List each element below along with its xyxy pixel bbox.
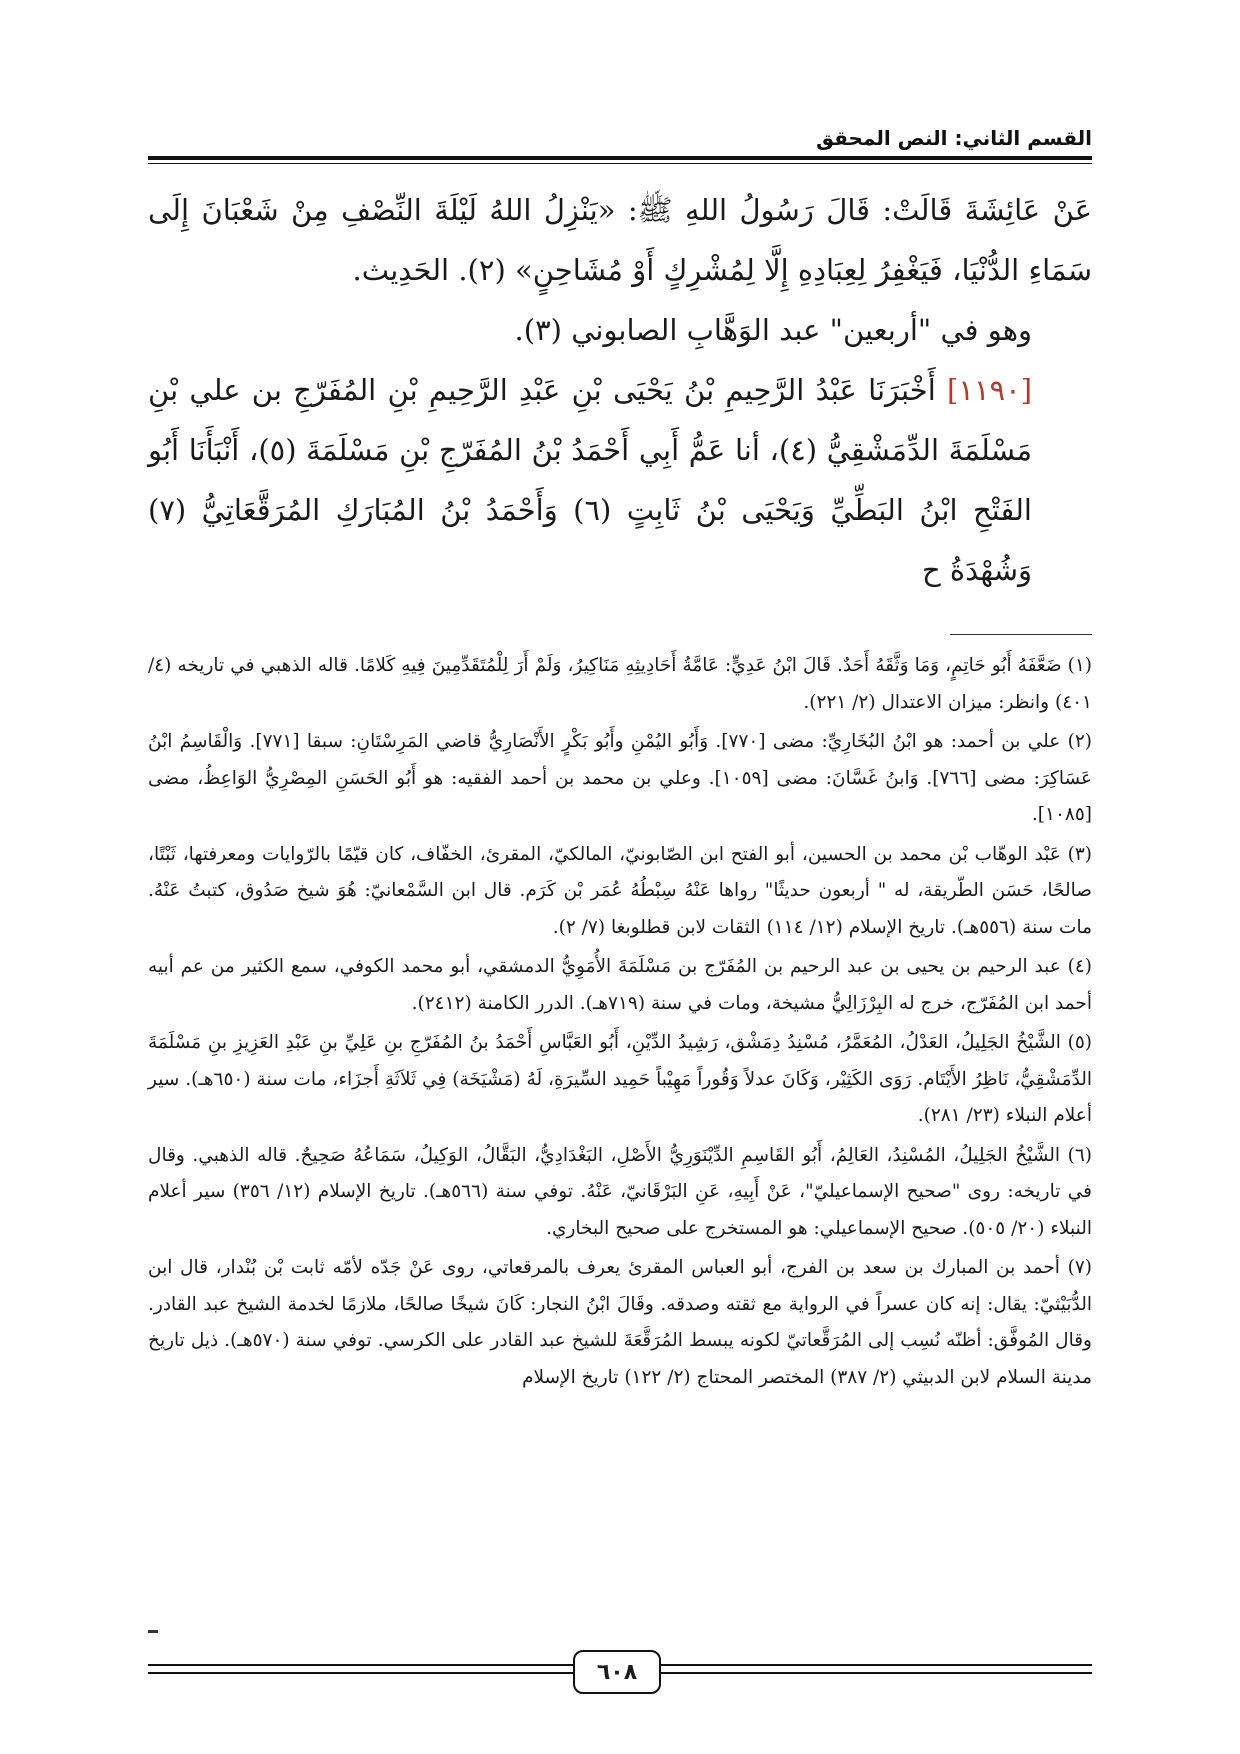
source-note: وهو في "أربعين" عبد الوَهَّابِ الصابوني (٣). bbox=[514, 313, 1032, 347]
footnote-separator bbox=[950, 634, 1092, 635]
header-rule-thick bbox=[148, 156, 1092, 160]
isnad-paragraph bbox=[148, 360, 1092, 600]
footnote-2: (٢) علي بن أحمد: هو ابْنُ البُخَارِيِّ: مضى [٧٧٠]. وَأَبُو اليُمْنِ وأَبُو بَكْرٍ الأَنْصَارِيُّ قاضي المَرِسْتَانِ: سبقا [٧٧١]. وَالْقَاسِمُ ابْنُ عَسَاكِرَ: مضى [٧٦٦]. وَابنُ غَسَّانَ: مضى [١٠٥٩]. وعلي بن محمد بن أحمد الفقيه: هو أَبُو الحَسَنِ المِصْرِيُّ الوَاعِظُ، مضى [١٠٨٥]. bbox=[148, 731, 1092, 825]
footnote-1: (١) ضَعَّفَهُ أَبُو حَاتِمٍ، وَمَا وَثَّقَهُ أَحَدٌ. قَالَ ابْنُ عَدِيٍّ: عَامَّةُ أَحَادِيثِهِ مَنَاكِيرُ، وَلَمْ أَرَ لِلْمُتَقَدِّمِينَ فِيهِ كَلامًا. قاله الذهبي في تاريخه (٤/ ٤٠١) وانظر: ميزان الاعتدال (٢/ ٢٢١). bbox=[148, 655, 1092, 713]
footer-rule-right-bottom bbox=[661, 1672, 1092, 1674]
footnote-7: (٧) أحمد بن المبارك بن سعد بن الفرج، أبو العباس المقرئ يعرف بالمرقعاتي، روى عَنْ جَدّه لأمّه ثابت بْن بُنْدار، قال ابن الدُّبَيْثيّ: يقال: إنه كان عسراً في الرواية مع ثقته وصدقه. وقَالَ ابْنُ النجار: كَانَ شيخًا صالحًا، ملازمًا لخدمة الشيخ عبد القادر. وقال المُوفَّق: أظنّه نُسِب إلى المُرَقَّعاتيّ لكونه يبسط المُرَقَّعَةَ للشيخ عبد القادر على الكرسي. توفي سنة (٥٧٠هـ). ذيل تاريخ مدينة السلام لابن الدبيثي (٢/ ٣٨٧) المختصر المحتاج (٢/ ١٢٢) تاريخ الإسلام bbox=[148, 1257, 1092, 1388]
footer-rule-left-bottom bbox=[148, 1672, 573, 1674]
footnote-3: (٣) عَبْد الوهّاب بْن محمد بن الحسين، أبو الفتح ابن الصّابونيّ، المالكيّ، المقرئ، الخفّاف، كان قيّمًا بالرّوايات ومعرفتها، ثَبْتًا، صالحًا، حَسَن الطّريقة، له " أربعون حديثًا" رواها عَنْهُ سِبْطُهُ عُمَر بْن كَرَم. قال ابن السَّمْعانيّ: هُوَ شيخ صَدُوق، كتبتُ عَنْهُ. مات سنة (٥٥٦هـ). تاريخ الإسلام (١٢/ ١١٤) الثقات لابن قطلوبغا (٧/ ٢). bbox=[148, 843, 1092, 938]
footer-rule-right-top bbox=[661, 1664, 1092, 1666]
footnote-4: (٤) عبد الرحيم بن يحيى بن عبد الرحيم بن المُفَرّج بن مَسْلَمَةَ الأُمَوِيُّ الدمشقي، أبو محمد الكوفي، سمع الكثير من عم أبيه أحمد ابن المُفَرّج، خرج له البِرْزَالِيُّ مشيخة، ومات في سنة (٧١٩هـ). الدرر الكامنة (٢٤١٢). bbox=[148, 956, 1092, 1014]
footer-rule-left-top bbox=[148, 1664, 573, 1666]
footnote-6: (٦) الشَّيْخُ الجَلِيلُ، المُسْنِدُ، العَالِمُ، أَبُو القَاسِمِ الدِّيْنَوَرِيُّ الأَصْلِ، البَغْدَادِيُّ، البَقَّالُ، الوَكِيلُ، سَمَاعُهُ صَحِيحٌ. قاله الذهبي. وقال في تاريخه: روى "صحيح الإسماعيليّ"، عَنْ أَبِيهِ، عَنِ البَرْقَانيّ، عَنْهُ. توفي سنة (٥٦٦هـ). تاريخ الإسلام (١٢/ ٣٥٦) سير أعلام النبلاء (٢٠/ ٥٠٥). صحيح الإسماعيلي: هو المستخرج على صحيح البخاري. bbox=[148, 1144, 1092, 1239]
footnote-5: (٥) الشَّيْخُ الجَلِيلُ، العَدْلُ، المُعَمَّرُ، مُسْنِدُ دِمَشْق، رَشِيدُ الدِّيْنِ، أَبُو العَبَّاسِ أَحْمَدُ بنُ المُفَرّجِ بنِ عَلِيِّ بنِ عَبْدِ العَزِيزِ بنِ مَسْلَمَةَ الدِّمَشْقِيُّ، نَاظِرُ الأَيْتَام. رَوَى الكَثِيْر، وَكَانَ عدلاً وَقُوراً مَهِيْباً حَمِيد السِّيرَةِ، لَهُ (مَشْيَخَة) فِي ثَلاَثَةِ أَجزَاء، مات سنة (٦٥٠هـ). سير أعلام النبلاء (٢٣/ ٢٨١). bbox=[148, 1032, 1092, 1126]
footnotes bbox=[148, 648, 1092, 1399]
isnad-text: أَخْبَرَنَا عَبْدُ الرَّحِيمِ بْنُ يَحْيَى بْنِ عَبْدِ الرَّحِيمِ بْنِ المُفَرّجِ بن علي بْنِ مَسْلَمَةَ الدِّمَشْقِيُّ (٤)، أنا عَمُّ أَبِي أَحْمَدُ بْنُ المُفَرّجِ بْنِ مَسْلَمَةَ (٥)، أَنْبَأَنَا أَبُو الفَتْحِ ابْنُ البَطِّيِّ وَيَحْيَى بْنُ ثَابِتٍ (٦) وَأَحْمَدُ بْنُ المُبَارَكِ المُرَقَّعَاتِيُّ (٧) وَشُهْدَةُ ح bbox=[148, 373, 1032, 587]
footnote-continuation-mark bbox=[148, 1630, 158, 1633]
header-rule-thin bbox=[148, 163, 1092, 164]
hadith-number: [١١٩٠] bbox=[947, 373, 1033, 407]
running-header: القسم الثاني: النص المحقق bbox=[816, 126, 1092, 150]
page-number: ٦٠٨ bbox=[573, 1650, 661, 1694]
hadith-paragraph: عَنْ عَائِشَةَ قَالَتْ: قَالَ رَسُولُ اللهِ ﷺ: «يَنْزِلُ اللهُ لَيْلَةَ النِّصْفِ مِنْ شَعْبَانَ إِلَى سَمَاءِ الدُّنْيَا، فَيَغْفِرُ لِعِبَادِهِ إِلَّا لِمُشْرِكٍ أَوْ مُشَاحِنٍ» (٢). الحَدِيث. bbox=[148, 193, 1092, 287]
main-text bbox=[148, 180, 1092, 600]
